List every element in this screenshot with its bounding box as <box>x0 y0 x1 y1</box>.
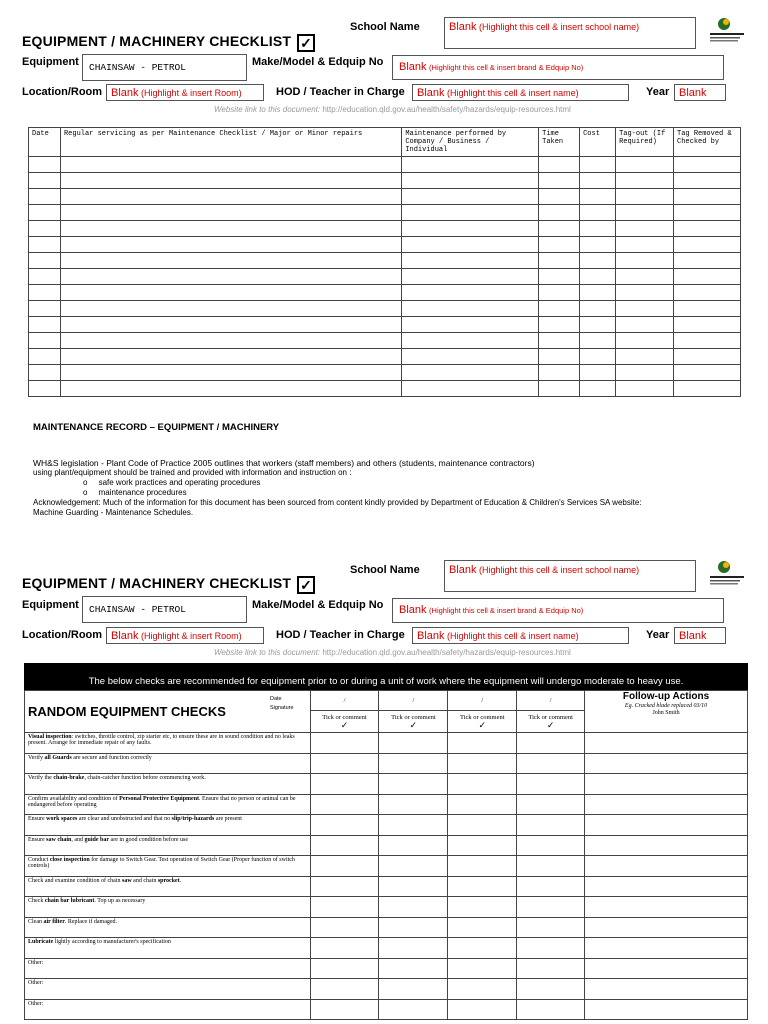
hod-label: HOD / Teacher in Charge <box>276 629 405 641</box>
check-row <box>25 733 748 754</box>
column-header: Tag-out (If Required) <box>616 128 674 157</box>
year-label: Year <box>646 86 670 98</box>
follow-up-cell[interactable] <box>585 876 748 897</box>
column-header: Cost <box>580 128 616 157</box>
tick-cell[interactable] <box>448 733 517 754</box>
tick-header: Tick or comment ✓ <box>517 711 585 733</box>
tick-cell[interactable] <box>517 733 585 754</box>
maintenance-cell[interactable] <box>402 269 539 285</box>
tick-cell[interactable] <box>517 876 585 897</box>
random-title-cell <box>25 691 311 733</box>
maintenance-cell[interactable] <box>616 301 674 317</box>
legislation-text: WH&S legislation - Plant Code of Practice 2005 outlines that workers (staff members) and others (students, maintenance contractors) <box>33 458 535 468</box>
maintenance-cell[interactable] <box>674 301 741 317</box>
legislation-note <box>33 458 733 518</box>
maintenance-table <box>28 127 741 397</box>
location-label: Location/Room <box>22 86 103 98</box>
check-item-text: Confirm availability and condition of Personal Protective Equipment. Ensure that no person or animal can be endangered before operating <box>25 794 311 815</box>
follow-up-cell[interactable] <box>585 958 748 979</box>
tick-cell[interactable] <box>517 958 585 979</box>
maintenance-cell[interactable] <box>539 365 580 381</box>
tick-cell[interactable] <box>310 876 379 897</box>
maintenance-cell[interactable] <box>616 381 674 397</box>
checkbox-icon: ✓ <box>297 34 315 52</box>
maintenance-row <box>29 381 741 397</box>
maintenance-cell[interactable] <box>402 317 539 333</box>
maintenance-cell[interactable] <box>616 205 674 221</box>
maintenance-cell[interactable] <box>60 365 401 381</box>
maintenance-cell[interactable] <box>616 269 674 285</box>
year-label: Year <box>646 629 670 641</box>
maintenance-cell[interactable] <box>539 285 580 301</box>
maintenance-cell[interactable] <box>674 253 741 269</box>
maintenance-cell[interactable] <box>580 381 616 397</box>
maintenance-cell[interactable] <box>402 365 539 381</box>
maintenance-cell[interactable] <box>616 349 674 365</box>
check-item-text: Clean air filter. Replace if damaged. <box>25 917 311 938</box>
tick-cell[interactable] <box>517 774 585 795</box>
maintenance-cell[interactable] <box>616 157 674 173</box>
maintenance-cell[interactable] <box>29 381 61 397</box>
bullet-item: o maintenance procedures <box>83 488 187 497</box>
date-signature-labels: Date Signature <box>270 696 294 711</box>
maintenance-cell[interactable] <box>539 205 580 221</box>
follow-up-cell[interactable] <box>585 897 748 918</box>
tick-icon: ✓ <box>340 720 349 730</box>
maintenance-cell[interactable] <box>674 189 741 205</box>
check-row <box>25 979 748 1000</box>
maintenance-cell[interactable] <box>539 221 580 237</box>
tick-cell[interactable] <box>448 794 517 815</box>
tick-header: Tick or comment ✓ <box>310 711 379 733</box>
bullet-item: o safe work practices and operating procedures <box>83 478 261 487</box>
maintenance-cell[interactable] <box>539 381 580 397</box>
tick-cell[interactable] <box>517 835 585 856</box>
maintenance-row <box>29 189 741 205</box>
date-cell[interactable]: / <box>310 691 379 711</box>
maintenance-record-title: MAINTENANCE RECORD – EQUIPMENT / MACHINERY <box>33 422 280 433</box>
follow-up-cell[interactable] <box>585 917 748 938</box>
maintenance-cell[interactable] <box>674 285 741 301</box>
maintenance-cell[interactable] <box>60 189 401 205</box>
maintenance-cell[interactable] <box>29 285 61 301</box>
maintenance-header-row <box>29 128 741 157</box>
check-item-text: Other: <box>25 999 311 1020</box>
location-field[interactable]: Blank (Highlight & insert Room) <box>106 84 264 101</box>
tick-cell[interactable] <box>379 999 448 1020</box>
maintenance-cell[interactable] <box>539 349 580 365</box>
tick-cell[interactable] <box>517 753 585 774</box>
acknowledgement-source: Machine Guarding - Maintenance Schedules. <box>33 508 194 517</box>
maintenance-cell[interactable] <box>60 253 401 269</box>
tick-cell[interactable] <box>517 856 585 877</box>
tick-cell[interactable] <box>448 876 517 897</box>
school-name-label: School Name <box>350 21 420 33</box>
date-row <box>25 691 748 711</box>
maintenance-cell[interactable] <box>29 301 61 317</box>
tick-cell[interactable] <box>517 897 585 918</box>
tick-cell[interactable] <box>379 794 448 815</box>
maintenance-cell[interactable] <box>580 253 616 269</box>
tick-cell[interactable] <box>448 774 517 795</box>
maintenance-cell[interactable] <box>60 333 401 349</box>
tick-cell[interactable] <box>310 897 379 918</box>
check-row <box>25 774 748 795</box>
check-row <box>25 794 748 815</box>
tick-cell[interactable] <box>310 938 379 959</box>
maintenance-cell[interactable] <box>29 189 61 205</box>
maintenance-row <box>29 333 741 349</box>
maintenance-cell[interactable] <box>674 333 741 349</box>
maintenance-cell[interactable] <box>402 205 539 221</box>
follow-up-cell[interactable] <box>585 774 748 795</box>
maintenance-cell[interactable] <box>29 237 61 253</box>
maintenance-cell[interactable] <box>580 157 616 173</box>
maintenance-row <box>29 221 741 237</box>
tick-cell[interactable] <box>379 856 448 877</box>
maintenance-row <box>29 173 741 189</box>
hod-field[interactable]: Blank (Highlight this cell & insert name) <box>412 84 629 101</box>
website-link[interactable]: Website link to this document: http://education.qld.gov.au/health/safety/hazards/equip-resources.html <box>214 105 571 114</box>
tick-icon: ✓ <box>478 720 487 730</box>
hod-field[interactable]: Blank (Highlight this cell & insert name) <box>412 627 629 644</box>
maintenance-cell[interactable] <box>580 189 616 205</box>
check-row <box>25 876 748 897</box>
maintenance-cell[interactable] <box>616 237 674 253</box>
check-row <box>25 753 748 774</box>
check-item-text: Lubricate lightly according to manufacturer's specification <box>25 938 311 959</box>
tick-cell[interactable] <box>379 753 448 774</box>
check-item-text: Verify the chain-brake, chain-catcher function before commencing work. <box>25 774 311 795</box>
maintenance-cell[interactable] <box>580 237 616 253</box>
maintenance-cell[interactable] <box>616 173 674 189</box>
check-row <box>25 856 748 877</box>
maintenance-cell[interactable] <box>539 173 580 189</box>
tick-cell[interactable] <box>379 917 448 938</box>
follow-up-example: Eg. Cracked blade replaced 03/10 <box>624 703 708 709</box>
follow-up-cell[interactable] <box>585 999 748 1020</box>
follow-up-cell[interactable] <box>585 835 748 856</box>
check-item-text: Other: <box>25 979 311 1000</box>
follow-up-cell[interactable] <box>585 938 748 959</box>
maintenance-row <box>29 317 741 333</box>
maintenance-cell[interactable] <box>674 317 741 333</box>
tick-cell[interactable] <box>379 958 448 979</box>
maintenance-cell[interactable] <box>60 157 401 173</box>
check-row <box>25 897 748 918</box>
maintenance-cell[interactable] <box>616 285 674 301</box>
maintenance-cell[interactable] <box>539 157 580 173</box>
school-name-field[interactable]: Blank (Highlight this cell & insert school name) <box>444 560 696 592</box>
tick-cell[interactable] <box>379 835 448 856</box>
maintenance-cell[interactable] <box>60 237 401 253</box>
tick-header: Tick or comment ✓ <box>448 711 517 733</box>
maintenance-cell[interactable] <box>539 253 580 269</box>
tick-cell[interactable] <box>379 897 448 918</box>
maintenance-cell[interactable] <box>616 221 674 237</box>
check-row <box>25 938 748 959</box>
maintenance-cell[interactable] <box>616 189 674 205</box>
tick-cell[interactable] <box>310 835 379 856</box>
equipment-label: Equipment <box>22 599 79 611</box>
maintenance-cell[interactable] <box>402 349 539 365</box>
maintenance-cell[interactable] <box>580 317 616 333</box>
make-model-field[interactable]: Blank (Highlight this cell & insert brand & Edquip No) <box>392 598 724 623</box>
follow-up-cell[interactable] <box>585 856 748 877</box>
maintenance-cell[interactable] <box>674 381 741 397</box>
school-name-field[interactable]: Blank (Highlight this cell & insert school name) <box>444 17 696 49</box>
maintenance-cell[interactable] <box>29 365 61 381</box>
maintenance-cell[interactable] <box>580 205 616 221</box>
follow-up-heading: Follow-up Actions <box>622 691 710 702</box>
hod-label: HOD / Teacher in Charge <box>276 86 405 98</box>
tick-cell[interactable] <box>448 917 517 938</box>
tick-cell[interactable] <box>379 733 448 754</box>
checkbox-icon: ✓ <box>297 576 315 594</box>
maintenance-cell[interactable] <box>580 349 616 365</box>
tick-cell[interactable] <box>448 856 517 877</box>
check-item-text: Check chain bar lubricant. Top up as necessary <box>25 897 311 918</box>
maintenance-cell[interactable] <box>29 221 61 237</box>
maintenance-cell[interactable] <box>674 221 741 237</box>
maintenance-cell[interactable] <box>60 381 401 397</box>
tick-cell[interactable] <box>448 979 517 1000</box>
tick-cell[interactable] <box>517 794 585 815</box>
checklist-title: EQUIPMENT / MACHINERY CHECKLIST ✓ <box>22 575 315 594</box>
date-cell[interactable]: / <box>448 691 517 711</box>
maintenance-row <box>29 253 741 269</box>
tick-cell[interactable] <box>379 815 448 836</box>
tick-cell[interactable] <box>310 917 379 938</box>
maintenance-cell[interactable] <box>580 301 616 317</box>
maintenance-cell[interactable] <box>539 237 580 253</box>
random-checks-table <box>24 690 748 1020</box>
maintenance-cell[interactable] <box>580 365 616 381</box>
check-row <box>25 917 748 938</box>
maintenance-cell[interactable] <box>616 253 674 269</box>
maintenance-cell[interactable] <box>674 269 741 285</box>
tick-cell[interactable] <box>310 856 379 877</box>
location-label: Location/Room <box>22 629 103 641</box>
maintenance-cell[interactable] <box>60 221 401 237</box>
maintenance-row <box>29 285 741 301</box>
maintenance-cell[interactable] <box>402 189 539 205</box>
tick-header: Tick or comment ✓ <box>379 711 448 733</box>
maintenance-cell[interactable] <box>616 333 674 349</box>
year-field[interactable]: Blank <box>674 84 726 101</box>
tick-cell[interactable] <box>310 774 379 795</box>
tick-cell[interactable] <box>310 958 379 979</box>
queensland-government-logo <box>704 557 752 595</box>
tick-cell[interactable] <box>517 938 585 959</box>
tick-cell[interactable] <box>310 979 379 1000</box>
maintenance-cell[interactable] <box>539 189 580 205</box>
check-item-text: Conduct close inspection for damage to Switch Gear. Test operation of Switch Gear (Proper function of switch controls) <box>25 856 311 877</box>
maintenance-row <box>29 205 741 221</box>
check-item-text: Check and examine condition of chain saw and chain sprocket. <box>25 876 311 897</box>
tick-cell[interactable] <box>379 876 448 897</box>
tick-cell[interactable] <box>517 815 585 836</box>
tick-cell[interactable] <box>517 917 585 938</box>
date-cell[interactable]: / <box>517 691 585 711</box>
maintenance-cell[interactable] <box>539 333 580 349</box>
maintenance-cell[interactable] <box>402 253 539 269</box>
follow-up-cell[interactable] <box>585 733 748 754</box>
make-model-label: Make/Model & Edquip No <box>252 599 384 611</box>
maintenance-cell[interactable] <box>60 317 401 333</box>
checklist-title: EQUIPMENT / MACHINERY CHECKLIST ✓ <box>22 33 315 52</box>
tick-cell[interactable] <box>310 753 379 774</box>
maintenance-cell[interactable] <box>580 333 616 349</box>
maintenance-cell[interactable] <box>29 269 61 285</box>
maintenance-cell[interactable] <box>674 157 741 173</box>
maintenance-cell[interactable] <box>402 285 539 301</box>
maintenance-cell[interactable] <box>29 349 61 365</box>
maintenance-cell[interactable] <box>674 365 741 381</box>
check-item-text: Ensure work spaces are clear and unobstructed and that no slip/trip-hazards are present <box>25 815 311 836</box>
maintenance-cell[interactable] <box>616 317 674 333</box>
tick-cell[interactable] <box>310 733 379 754</box>
year-field[interactable]: Blank <box>674 627 726 644</box>
maintenance-cell[interactable] <box>29 333 61 349</box>
maintenance-cell[interactable] <box>60 301 401 317</box>
tick-icon: ✓ <box>546 720 555 730</box>
equipment-field[interactable]: CHAINSAW - PETROL <box>82 54 247 81</box>
training-text: using plant/equipment should be trained and provided with information and instruction on : <box>33 468 352 477</box>
maintenance-cell[interactable] <box>60 285 401 301</box>
tick-cell[interactable] <box>448 835 517 856</box>
random-checks-banner: The below checks are recommended for equipment prior to or during a unit of work where the equipment will undergo moderate to heavy use. <box>24 663 748 690</box>
check-item-text: Visual inspection: switches, throttle control, zip starter etc, to ensure these are in sound condition and no leaks present. Arrange for immediate repair of any faults. <box>25 733 311 754</box>
maintenance-row <box>29 365 741 381</box>
column-header: Tag Removed & Checked by <box>674 128 741 157</box>
maintenance-cell[interactable] <box>60 269 401 285</box>
follow-up-cell <box>585 691 748 733</box>
tick-cell[interactable] <box>448 938 517 959</box>
maintenance-cell[interactable] <box>402 237 539 253</box>
maintenance-cell[interactable] <box>29 157 61 173</box>
school-name-label: School Name <box>350 564 420 576</box>
column-header: Regular servicing as per Maintenance Checklist / Major or Minor repairs <box>60 128 401 157</box>
check-row <box>25 835 748 856</box>
tick-cell[interactable] <box>448 999 517 1020</box>
maintenance-cell[interactable] <box>60 173 401 189</box>
random-title: RANDOM EQUIPMENT CHECKS <box>28 704 226 719</box>
tick-cell[interactable] <box>310 815 379 836</box>
tick-cell[interactable] <box>517 999 585 1020</box>
check-item-text: Verify all Guards are secure and function correctly <box>25 753 311 774</box>
maintenance-cell[interactable] <box>402 333 539 349</box>
tick-cell[interactable] <box>379 774 448 795</box>
check-row <box>25 815 748 836</box>
maintenance-cell[interactable] <box>402 381 539 397</box>
maintenance-cell[interactable] <box>580 285 616 301</box>
check-row <box>25 999 748 1020</box>
maintenance-row <box>29 157 741 173</box>
maintenance-cell[interactable] <box>674 237 741 253</box>
tick-cell[interactable] <box>448 753 517 774</box>
tick-cell[interactable] <box>448 815 517 836</box>
tick-icon: ✓ <box>409 720 418 730</box>
maintenance-row <box>29 301 741 317</box>
follow-up-cell[interactable] <box>585 979 748 1000</box>
maintenance-cell[interactable] <box>402 157 539 173</box>
maintenance-cell[interactable] <box>674 349 741 365</box>
maintenance-cell[interactable] <box>674 173 741 189</box>
tick-cell[interactable] <box>448 897 517 918</box>
maintenance-cell[interactable] <box>539 317 580 333</box>
website-link[interactable]: Website link to this document: http://education.qld.gov.au/health/safety/hazards/equip-resources.html <box>214 648 571 657</box>
maintenance-cell[interactable] <box>674 205 741 221</box>
make-model-label: Make/Model & Edquip No <box>252 56 384 68</box>
follow-up-example-name: John Smith <box>652 710 680 716</box>
maintenance-cell[interactable] <box>29 173 61 189</box>
equipment-label: Equipment <box>22 56 79 68</box>
maintenance-cell[interactable] <box>402 301 539 317</box>
tick-cell[interactable] <box>379 938 448 959</box>
make-model-field[interactable]: Blank (Highlight this cell & insert brand & Edquip No) <box>392 55 724 80</box>
maintenance-cell[interactable] <box>580 269 616 285</box>
date-cell[interactable]: / <box>379 691 448 711</box>
tick-cell[interactable] <box>310 999 379 1020</box>
follow-up-cell[interactable] <box>585 815 748 836</box>
tick-cell[interactable] <box>379 979 448 1000</box>
check-item-text: Other: <box>25 958 311 979</box>
column-header: Time Taken <box>539 128 580 157</box>
maintenance-cell[interactable] <box>29 317 61 333</box>
maintenance-row <box>29 269 741 285</box>
column-header: Date <box>29 128 61 157</box>
acknowledgement-text: Acknowledgement: Much of the information for this document has been sourced from content kindly provided by Department of Education & Children's Services SA website: <box>33 498 642 507</box>
tick-cell[interactable] <box>448 958 517 979</box>
maintenance-cell[interactable] <box>402 221 539 237</box>
column-header: Maintenance performed by Company / Business / Individual <box>402 128 539 157</box>
maintenance-cell[interactable] <box>580 221 616 237</box>
queensland-government-logo <box>704 14 752 52</box>
location-field[interactable]: Blank (Highlight & insert Room) <box>106 627 264 644</box>
tick-cell[interactable] <box>517 979 585 1000</box>
follow-up-cell[interactable] <box>585 794 748 815</box>
maintenance-cell[interactable] <box>60 349 401 365</box>
maintenance-row <box>29 237 741 253</box>
maintenance-cell[interactable] <box>539 301 580 317</box>
maintenance-cell[interactable] <box>29 253 61 269</box>
maintenance-cell[interactable] <box>539 269 580 285</box>
check-item-text: Ensure saw chain, and guide bar are in good condition before use <box>25 835 311 856</box>
maintenance-cell[interactable] <box>580 173 616 189</box>
maintenance-cell[interactable] <box>29 205 61 221</box>
equipment-field[interactable]: CHAINSAW - PETROL <box>82 596 247 623</box>
tick-cell[interactable] <box>310 794 379 815</box>
follow-up-cell[interactable] <box>585 753 748 774</box>
maintenance-cell[interactable] <box>402 173 539 189</box>
maintenance-cell[interactable] <box>616 365 674 381</box>
check-row <box>25 958 748 979</box>
maintenance-row <box>29 349 741 365</box>
maintenance-cell[interactable] <box>60 205 401 221</box>
